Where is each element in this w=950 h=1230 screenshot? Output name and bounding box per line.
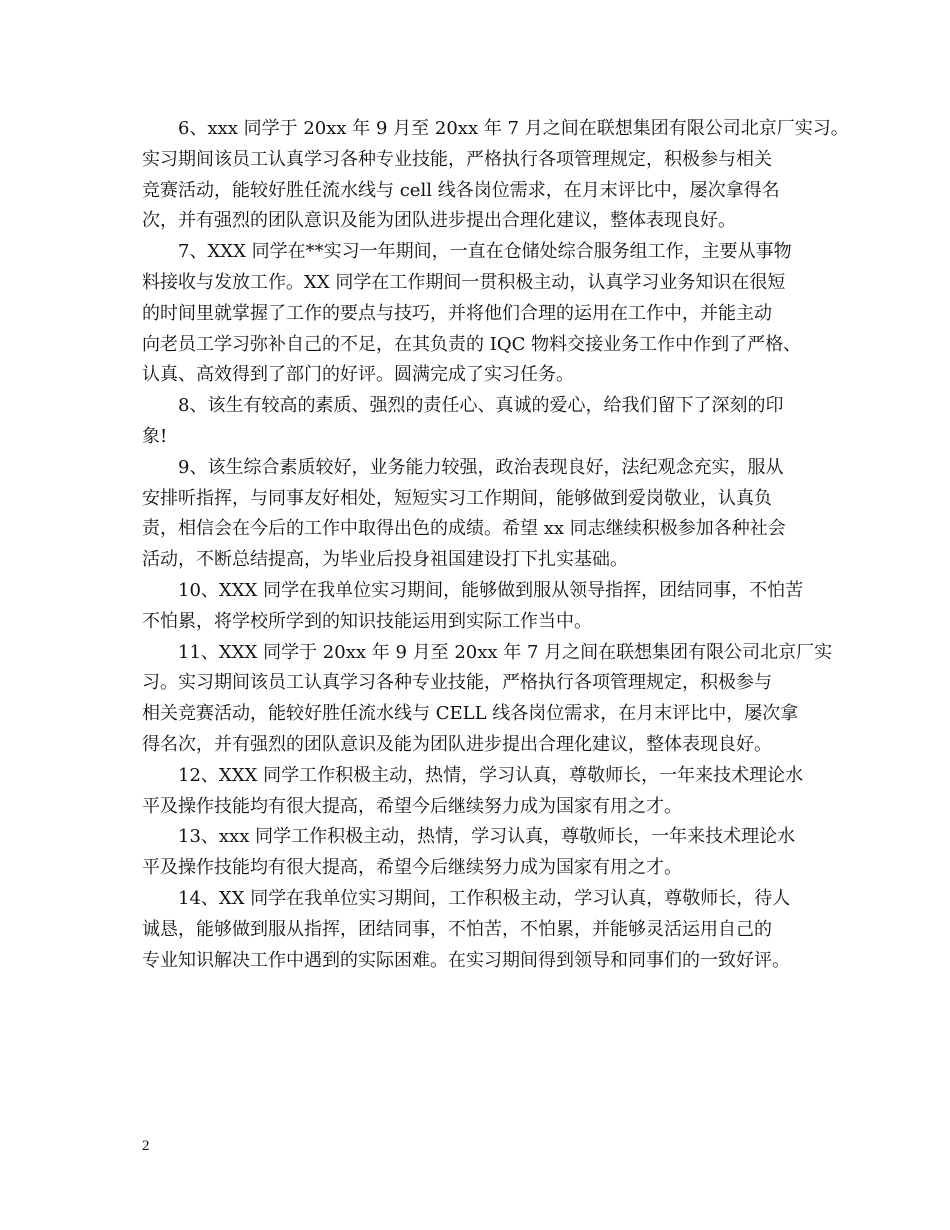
paragraph-line: 平及操作技能均有很大提高，希望今后继续努力成为国家有用之才。 — [142, 857, 682, 879]
paragraph-line: 13、xxx 同学工作积极主动，热情，学习认真，尊敬师长，一年来技术理论水 — [178, 826, 796, 848]
paragraph-line: 7、XXX 同学在**实习一年期间，一直在仓储处综合服务组工作，主要从事物 — [178, 241, 792, 263]
paragraph-line: 向老员工学习弥补自己的不足，在其负责的 IQC 物料交接业务工作中作到了严格、 — [142, 333, 802, 355]
paragraph-12 — [142, 761, 814, 823]
paragraph-line: 象! — [142, 425, 168, 447]
paragraph-line: 料接收与发放工作。XX 同学在工作期间一贯积极主动，认真学习业务知识在很短 — [142, 271, 786, 293]
paragraph-line: 9、该生综合素质较好，业务能力较强，政治表现良好，法纪观念充实，服从 — [178, 456, 784, 478]
paragraph-14 — [142, 884, 814, 976]
paragraph-line: 习。实习期间该员工认真学习各种专业技能，严格执行各项管理规定，积极参与 — [142, 672, 772, 694]
paragraph-line: 专业知识解决工作中遇到的实际困难。在实习期间得到领导和同事们的一致好评。 — [142, 949, 790, 971]
paragraph-line: 活动，不断总结提高，为毕业后投身祖国建设打下扎实基础。 — [142, 549, 628, 571]
paragraph-line: 认真、高效得到了部门的好评。圆满完成了实习任务。 — [142, 364, 574, 386]
paragraph-line: 平及操作技能均有很大提高，希望今后继续努力成为国家有用之才。 — [142, 795, 682, 817]
paragraph-line: 诚恳，能够做到服从指挥，团结同事，不怕苦，不怕累，并能够灵活运用自己的 — [142, 918, 772, 940]
paragraph-6 — [142, 114, 849, 237]
paragraph-10 — [142, 576, 814, 638]
paragraph-line: 实习期间该员工认真学习各种专业技能，严格执行各项管理规定，积极参与相关 — [142, 148, 772, 170]
paragraph-line: 不怕累，将学校所学到的知识技能运用到实际工作当中。 — [142, 610, 592, 632]
paragraph-13 — [142, 822, 814, 884]
paragraph-line: 14、XX 同学在我单位实习期间，工作积极主动，学习认真，尊敬师长，待人 — [178, 887, 791, 909]
paragraph-line: 得名次，并有强烈的团队意识及能为团队进步提出合理化建议，整体表现良好。 — [142, 733, 772, 755]
paragraph-line: 竞赛活动，能较好胜任流水线与 cell 线各岗位需求，在月末评比中，屡次拿得名 — [142, 179, 780, 201]
paragraph-line: 10、XXX 同学在我单位实习期间，能够做到服从领导指挥，团结同事，不怕苦 — [178, 579, 804, 601]
paragraph-8 — [142, 391, 814, 453]
paragraph-line: 6、xxx 同学于 20xx 年 9 月至 20xx 年 7 月之间在联想集团有限公司北京厂实习。 — [178, 118, 849, 139]
paragraph-9 — [142, 453, 814, 576]
paragraph-line: 责，相信会在今后的工作中取得出色的成绩。希望 xx 同志继续积极参加各种社会 — [142, 518, 786, 540]
paragraph-line: 12、XXX 同学工作积极主动，热情，学习认真，尊敬师长，一年来技术理论水 — [178, 764, 804, 786]
paragraph-line: 安排听指挥，与同事友好相处，短短实习工作期间，能够做到爱岗敬业，认真负 — [142, 487, 772, 509]
paragraph-line: 11、XXX 同学于 20xx 年 9 月至 20xx 年 7 月之间在联想集团有限公司北京厂实 — [178, 641, 833, 663]
paragraph-11 — [142, 638, 833, 761]
paragraph-line: 的时间里就掌握了工作的要点与技巧，并将他们合理的运用在工作中，并能主动 — [142, 302, 772, 324]
paragraph-line: 8、该生有较高的素质、强烈的责任心、真诚的爱心，给我们留下了深刻的印 — [178, 395, 784, 417]
page-number: 2 — [142, 1138, 150, 1154]
paragraph-line: 相关竞赛活动，能较好胜任流水线与 CELL 线各岗位需求，在月末评比中，屡次拿 — [142, 703, 799, 725]
document-body — [142, 114, 849, 976]
paragraph-line: 次，并有强烈的团队意识及能为团队进步提出合理化建议，整体表现良好。 — [142, 210, 736, 232]
paragraph-7 — [142, 237, 814, 391]
